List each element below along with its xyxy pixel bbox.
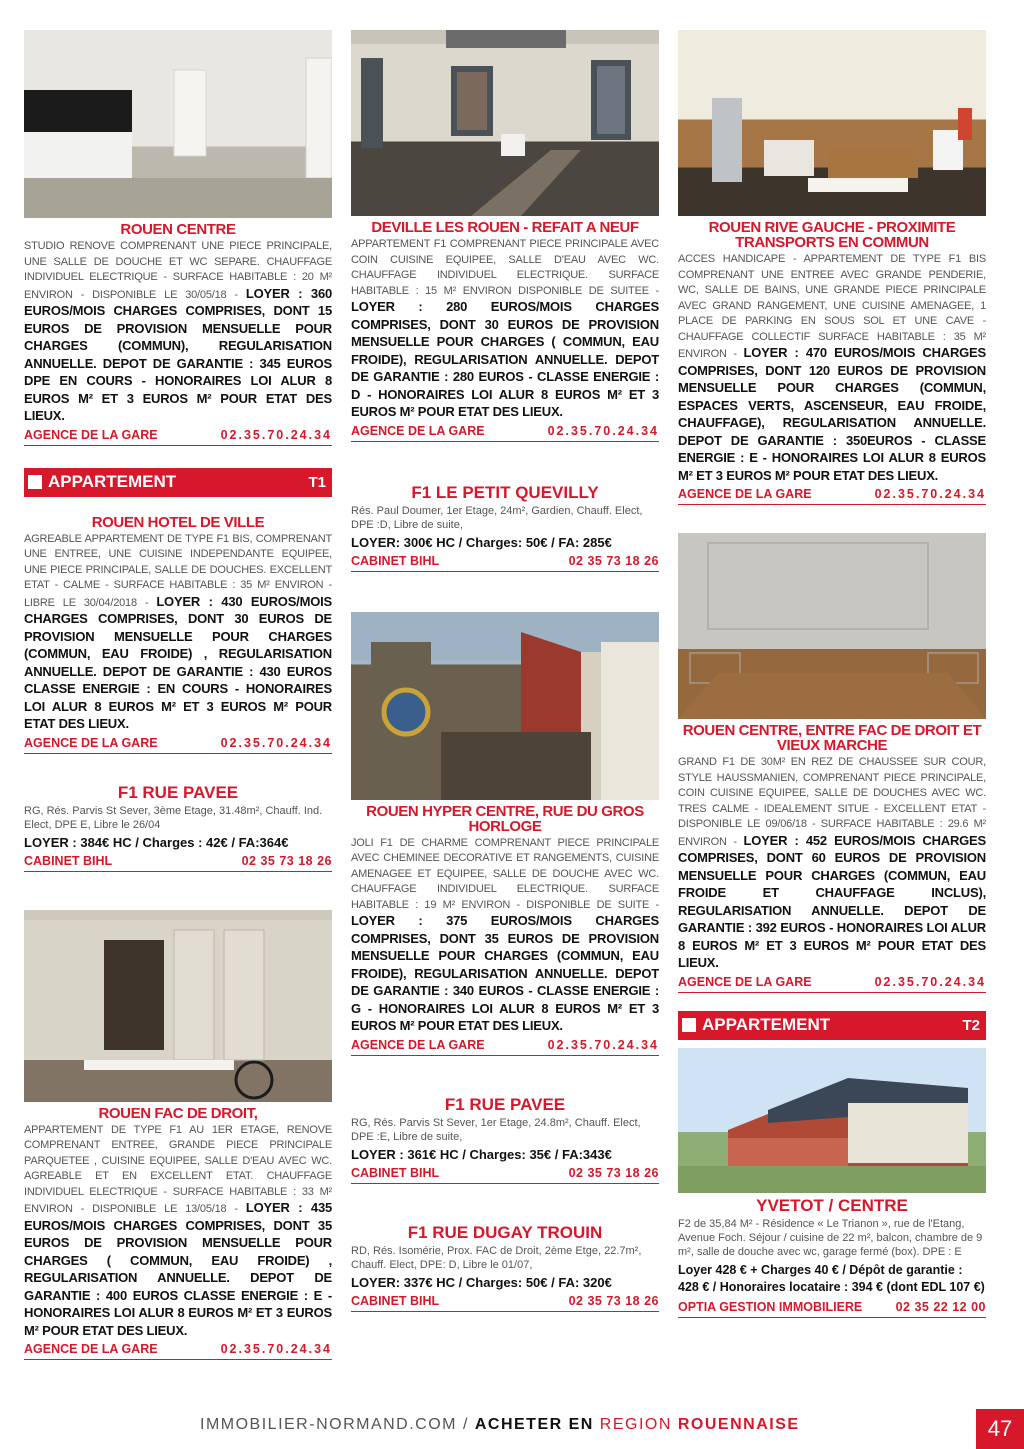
square-icon xyxy=(28,475,42,489)
listing-price: Loyer 428 € + Charges 40 € / Dépôt de garantie : 428 € / Honoraires locataire : 394 € (dont EDL 107 €) xyxy=(678,1262,985,1294)
listing-rouen-rive-gauche xyxy=(678,30,986,505)
agency-phone[interactable]: 02 35 73 18 26 xyxy=(241,853,332,868)
listing-title: ROUEN CENTRE xyxy=(120,221,236,238)
agency-name: CABINET BIHL xyxy=(351,1293,440,1308)
agency-name: AGENCE DE LA GARE xyxy=(678,487,812,501)
listing-description: F2 de 35,84 M² - Résidence « Le Trianon », rue de l'Etang, Avenue Foch. Séjour / cuisine de 22 m², balcon, chambre de 9 m², salle de douche avec wc, garage fermé (box). DPE : E xyxy=(678,1217,983,1258)
listing-contact xyxy=(24,852,332,872)
listing-price: LOYER : 384€ HC / Charges : 42€ / FA:364€ xyxy=(24,834,289,850)
photo-residence-illustration xyxy=(678,1048,986,1193)
agency-phone[interactable]: 02.35.70.24.34 xyxy=(220,427,332,442)
listing-description: RG, Rés. Parvis St Sever, 3ème Etage, 31.48m², Chauff. Ind. Elect, DPE E, Libre le 26/04 xyxy=(24,804,323,831)
listing-contact xyxy=(678,485,986,505)
section-header-t2 xyxy=(678,1011,986,1040)
photo-gros-horloge-illustration xyxy=(351,612,659,800)
section-code: T1 xyxy=(308,473,326,491)
agency-name: AGENCE DE LA GARE xyxy=(24,1342,158,1356)
photo-gros-horloge xyxy=(351,612,659,800)
listing-contact xyxy=(24,1340,332,1360)
listing-description: ACCES HANDICAPE - APPARTEMENT DE TYPE F1 BIS COMPRENANT UNE ENTREE AVEC GRANDE PENDERIE, WC, SALLE DE BAINS, UNE GRANDE PIECE PRINCIPALE AVEC GRAND RANGEMENT, UNE CUISINE AMENAGEE, 1 PLACE DE PARKING EN SOUS SOL ET UNE CAVE - CHAUFFAGE COLLECTIF SURFACE HABITABLE : 35 M² ENVIRON - LOYER : 470 EUROS/MOIS CHARGES COMPRISES, DONT 120 EUROS DE PROVISION MENSUELLE POUR CHARGES (COMMUN, ESPACES VERTS, ASCENSEUR, EAU FROIDE, CHAUFFAGE), REGULARISATION ANNUELLE. DEPOT DE GARANTIE : 350EUROS - CLASSE ENERGIE : E - HONORAIRES LOI ALUR 8 EUROS M² ET 3 EUROS M² POUR ETAT DES LIEUX. xyxy=(678,253,986,483)
agency-phone[interactable]: 02 35 73 18 26 xyxy=(568,1293,659,1308)
listing-f1-rue-dugay-trouin xyxy=(351,1224,659,1312)
agency-name: AGENCE DE LA GARE xyxy=(24,427,158,442)
section-label: APPARTEMENT xyxy=(702,1015,831,1034)
footer-city: ROUENNAISE xyxy=(677,1416,800,1433)
listing-price: LOYER: 337€ HC / Charges: 50€ / FA: 320€ xyxy=(351,1274,612,1290)
agency-phone[interactable]: 02.35.70.24.34 xyxy=(220,735,332,750)
photo-kitchen-room xyxy=(678,30,986,216)
listing-rouen-fac-de-droit xyxy=(24,910,332,1361)
listing-yvetot-centre xyxy=(678,1048,986,1318)
photo-empty-room-illustration xyxy=(351,30,659,216)
photo-studio-kitchen xyxy=(24,30,332,218)
agency-phone[interactable]: 02.35.70.24.34 xyxy=(874,487,986,501)
listing-description: STUDIO RENOVE COMPRENANT UNE PIECE PRINCIPALE, UNE SALLE DE DOUCHE ET WC SEPARE. CHAUFFAGE INDIVIDUEL ELECTRIQUE - SURFACE HABITABLE : 20 M² ENVIRON - DISPONIBLE LE 30/05/18 - LOYER : 360 EUROS/MOIS CHARGES COMPRISES, DONT 15 EUROS DE PROVISION MENSUELLE POUR CHARGES (COMMUN), REGULARISATION ANNUELLE. DEPOT DE GARANTIE : 345 EUROS DPE EN COURS - HONORAIRES LOI ALUR 8 EUROS M² ET 3 EUROS M² POUR ETAT DES LIEUX. xyxy=(24,240,333,423)
listing-price: LOYER : 361€ HC / Charges: 35€ / FA:343€ xyxy=(351,1146,612,1162)
agency-phone[interactable]: 02.35.70.24.34 xyxy=(547,423,659,438)
listing-description: AGREABLE APPARTEMENT DE TYPE F1 BIS, COMPRENANT UNE ENTREE, UNE CUISINE INDEPENDANTE EQUIPEE, UNE PIECE PRINCIPALE, SALLE DE DOUCHES. EXCELLENT ETAT - CALME - SURFACE HABITABLE : 35 M² ENVIRON - LIBRE LE 30/04/2018 - LOYER : 430 EUROS/MOIS CHARGES COMPRISES, DONT 30 EUROS DE PROVISION MENSUELLE POUR CHARGES (COMMUN, EAU FROIDE) , REGULARISATION ANNUELLE. DEPOT DE GARANTIE : 430 EUROS CLASSE ENERGIE : EN COURS - HONORAIRES LOI ALUR 8 EUROS M² ET 3 EUROS M² POUR ETAT DES LIEUX. xyxy=(24,532,332,731)
column-middle xyxy=(351,30,659,1326)
listing-description: RD, Rés. Isomérie, Prox. FAC de Droit, 2ème Etge, 22.7m², Chauff. Elect, DPE: D, Libre le 01/07, xyxy=(351,1244,642,1271)
listing-rouen-hyper-centre xyxy=(351,612,659,1056)
square-icon xyxy=(682,1018,696,1032)
agency-name: CABINET BIHL xyxy=(24,853,113,868)
listing-description: APPARTEMENT F1 COMPRENANT PIECE PRINCIPALE AVEC COIN CUISINE EQUIPEE, SALLE D'EAU AVEC WC. CHAUFFAGE INDIVIDUEL ELECTRIQUE. SURFACE HABITABLE : 15 M² ENVIRON DISPONIBLE DE SUITEE - LOYER : 280 EUROS/MOIS CHARGES COMPRISES, DONT 30 EUROS DE PROVISION MENSUELLE POUR CHARGES ( COMMUN, EAU FROIDE), REGULARISATION ANNUELLE. DEPOT DE GARANTIE : 280 EUROS - CLASSE ENERGIE : D - HONORAIRES LOI ALUR 8 EUROS M² ET 3 EUROS M² POUR ETAT DES LIEUX. xyxy=(351,238,659,419)
column-left xyxy=(24,30,332,1374)
section-label: APPARTEMENT xyxy=(48,472,177,491)
listing-contact xyxy=(351,422,659,442)
agency-name: CABINET BIHL xyxy=(351,553,440,568)
listing-title: ROUEN HOTEL DE VILLE xyxy=(91,513,265,531)
agency-name: AGENCE DE LA GARE xyxy=(678,974,812,989)
agency-name: AGENCE DE LA GARE xyxy=(351,423,485,438)
agency-phone[interactable]: 02.35.70.24.34 xyxy=(547,1037,659,1052)
listing-contact xyxy=(24,734,332,754)
listing-price: LOYER: 300€ HC / Charges: 50€ / FA: 285€ xyxy=(351,534,612,550)
page-number: 47 xyxy=(976,1409,1024,1449)
listing-contact xyxy=(351,1292,659,1312)
listing-title: F1 RUE PAVEE xyxy=(444,1094,566,1114)
agency-phone[interactable]: 02.35.70.24.34 xyxy=(874,974,986,989)
listing-title: F1 LE PETIT QUEVILLY xyxy=(411,482,599,502)
footer-region: REGION xyxy=(599,1416,678,1433)
listing-description: JOLI F1 DE CHARME COMPRENANT PIECE PRINCIPALE AVEC CHEMINEE DECORATIVE ET RANGEMENTS, CUISINE AMENAGEE ET EQUIPEE, SALLE DE DOUCHE AVEC WC. CHAUFFAGE INDIVIDUEL ELECTRIQUE. SURFACE HABITABLE : 19 M² ENVIRON - DISPONIBLE DE SUITE - LOYER : 375 EUROS/MOIS CHARGES COMPRISES, DONT 35 EUROS DE PROVISION MENSUELLE POUR CHARGES (COMMUN, EAU FROIDE), REGULARISATION ANNUELLE. DEPOT DE GARANTIE : 340 EUROS - CLASSE ENERGIE : G - HONORAIRES LOI ALUR 8 EUROS M² ET 3 EUROS M² POUR ETAT DES LIEUX. xyxy=(351,836,659,1033)
listing-contact xyxy=(351,1036,659,1056)
listing-contact xyxy=(678,973,986,993)
listing-title: ROUEN RIVE GAUCHE - PROXIMITE TRANSPORTS EN COMMUN xyxy=(708,219,956,251)
agency-name: OPTIA GESTION IMMOBILIERE xyxy=(678,1299,863,1314)
photo-haussmann-room xyxy=(678,533,986,719)
footer-site[interactable]: IMMOBILIER-NORMAND.COM xyxy=(200,1416,457,1433)
footer-text xyxy=(200,1416,800,1434)
agency-name: AGENCE DE LA GARE xyxy=(351,1037,485,1052)
listing-contact xyxy=(24,426,332,446)
listing-title: F1 RUE PAVEE xyxy=(117,782,239,802)
footer-separator: / xyxy=(457,1416,475,1433)
listing-title: ROUEN HYPER CENTRE, RUE DU GROS HORLOGE xyxy=(366,802,644,835)
listing-f1-rue-pavee-1 xyxy=(24,784,332,872)
listing-contact xyxy=(678,1298,986,1318)
listing-title: YVETOT / CENTRE xyxy=(756,1195,908,1215)
listing-title: DEVILLE LES ROUEN - REFAIT A NEUF xyxy=(371,219,639,236)
photo-haussmann-illustration xyxy=(678,533,986,719)
agency-name: AGENCE DE LA GARE xyxy=(24,735,158,750)
listing-title: F1 RUE DUGAY TROUIN xyxy=(407,1222,603,1242)
listing-deville-les-rouen xyxy=(351,30,659,442)
photo-studio-kitchen-illustration xyxy=(24,30,332,218)
section-code: T2 xyxy=(962,1016,980,1034)
photo-kitchen-illustration xyxy=(678,30,986,216)
section-header-t1 xyxy=(24,468,332,497)
footer-buy: ACHETER EN xyxy=(474,1416,600,1433)
listing-rouen-centre-vieux-marche xyxy=(678,533,986,993)
photo-empty-room xyxy=(351,30,659,216)
agency-phone[interactable]: 02 35 73 18 26 xyxy=(568,553,659,568)
listing-rouen-centre xyxy=(24,30,332,446)
photo-living-room-cupboards xyxy=(24,910,332,1102)
agency-name: CABINET BIHL xyxy=(351,1165,440,1180)
photo-residence-building xyxy=(678,1048,986,1193)
listing-description: GRAND F1 DE 30M² EN REZ DE CHAUSSEE SUR COUR, STYLE HAUSSMANIEN, COMPRENANT PIECE PRINCIPALE, COIN CUISINE EQUIPEE, SALLE DE DOUCHES AVEC WC. TRES CALME - IDEALEMENT SITUE - EXCELLENT ETAT - DISPONIBLE LE 09/06/18 - SURFACE HABITABLE : 29.6 M² ENVIRON - LOYER : 452 EUROS/MOIS CHARGES COMPRISES, DONT 60 EUROS DE PROVISION MENSUELLE POUR CHARGES (COMMUN, EAU FROIDE ET CHAUFFAGE INCLUS), REGULARISATION ANNUELLE. DEPOT DE GARANTIE : 392 EUROS - HONORAIRES LOI ALUR 8 EUROS M² ET 3 EUROS M² POUR ETAT DES LIEUX. xyxy=(678,756,986,970)
listing-description: RG, Rés. Parvis St Sever, 1er Etage, 24.8m², Chauff. Elect, DPE :E, Libre de suite, xyxy=(351,1116,641,1143)
agency-phone[interactable]: 02 35 22 12 00 xyxy=(895,1299,986,1314)
photo-living-room-illustration xyxy=(24,910,332,1102)
listing-description: APPARTEMENT DE TYPE F1 AU 1ER ETAGE, RENOVE COMPRENANT ENTREE, GRANDE PIECE PRINCIPALE PARQUETEE , CUISINE EQUIPEE, SALLE D'EAU AVEC WC. AGREABLE ET EN EXCELLENT ETAT. CHAUFFAGE INDIVIDUEL ELECTRIQUE - SURFACE HABITABLE : 33 M² ENVIRON - DISPONIBLE LE 13/05/18 - LOYER : 435 EUROS/MOIS CHARGES COMPRISES, DONT 35 EUROS DE PROVISION MENSUELLE POUR CHARGES ( COMMUN, EAU FROIDE) , REGULARISATION ANNUELLE. DEPOT DE GARANTIE : 400 EUROS CLASSE ENERGIE : E - HONORAIRES LOI ALUR 8 EUROS M² ET 3 EUROS M² POUR ETAT DES LIEUX. xyxy=(24,1123,333,1338)
listing-rouen-hotel-de-ville xyxy=(24,515,332,754)
listing-description: Rés. Paul Doumer, 1er Etage, 24m², Gardien, Chauff. Elect, DPE :D, Libre de suite, xyxy=(351,504,643,531)
agency-phone[interactable]: 02.35.70.24.34 xyxy=(220,1342,332,1356)
listing-f1-rue-pavee-2 xyxy=(351,1096,659,1184)
column-right xyxy=(678,30,986,1332)
page-footer xyxy=(0,1414,1024,1449)
listing-contact xyxy=(351,552,659,572)
listing-title: ROUEN FAC DE DROIT, xyxy=(98,1104,258,1122)
listing-contact xyxy=(351,1164,659,1184)
listing-title: ROUEN CENTRE, ENTRE FAC DE DROIT ET VIEUX MARCHE xyxy=(682,722,982,754)
agency-phone[interactable]: 02 35 73 18 26 xyxy=(568,1165,659,1180)
listing-f1-le-petit-quevilly xyxy=(351,484,659,572)
